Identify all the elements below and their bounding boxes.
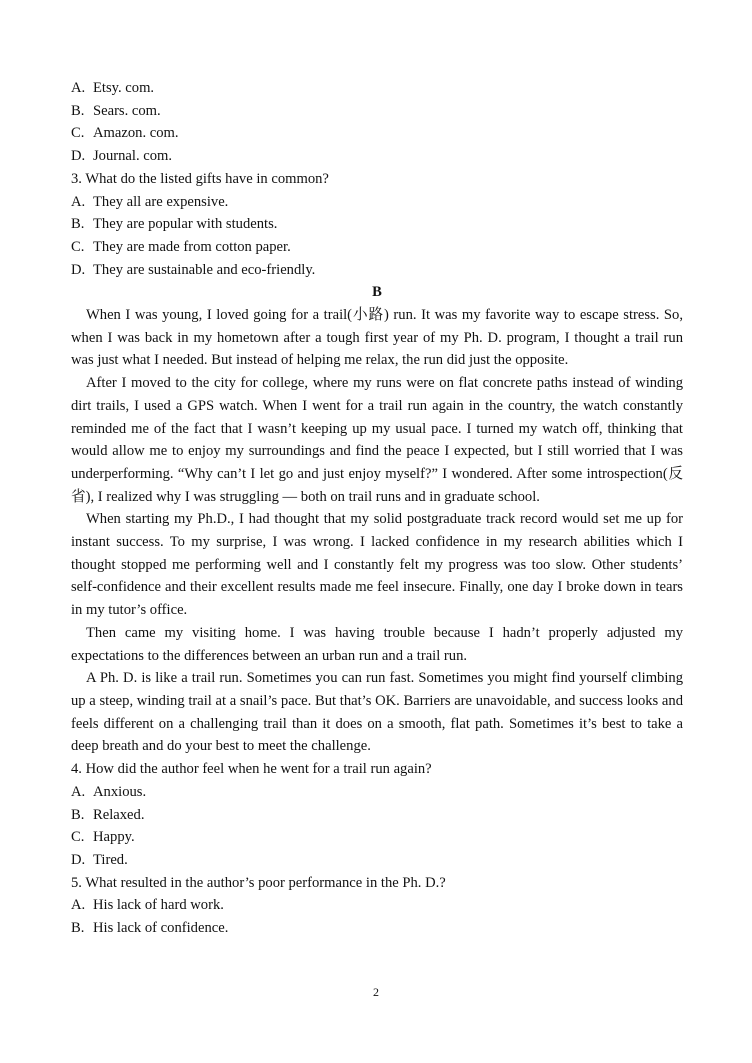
page-number: 2 — [373, 985, 379, 999]
option-letter: C. — [71, 238, 85, 255]
question-5 — [71, 872, 683, 940]
option-letter: B. — [71, 216, 85, 233]
question-text: 4. How did the author feel when he went for a trail run again? — [71, 761, 432, 778]
q2-option-a — [71, 77, 683, 100]
option-letter: D. — [71, 851, 86, 868]
option-text: Anxious. — [93, 783, 147, 800]
q2-option-b — [71, 100, 683, 123]
option-text: Happy. — [93, 829, 135, 846]
question-4 — [71, 758, 683, 872]
option-letter: B. — [71, 102, 85, 119]
option-letter: B. — [71, 920, 85, 937]
q4-option-b — [71, 804, 683, 827]
option-letter: D. — [71, 148, 86, 165]
option-text: They are made from cotton paper. — [93, 238, 291, 255]
option-text: They all are expensive. — [93, 193, 229, 210]
option-text: His lack of confidence. — [93, 920, 229, 937]
q2-option-d — [71, 145, 683, 168]
option-text: Relaxed. — [93, 806, 145, 823]
q2-option-c — [71, 122, 683, 145]
q5-option-b — [71, 917, 683, 940]
option-text: His lack of hard work. — [93, 897, 224, 914]
option-letter: B. — [71, 806, 85, 823]
q2-options — [71, 77, 683, 168]
q3-option-a — [71, 191, 683, 214]
option-letter: C. — [71, 829, 85, 846]
option-letter: A. — [71, 783, 86, 800]
option-text: They are popular with students. — [93, 216, 278, 233]
q3-option-c — [71, 236, 683, 259]
q3-option-b — [71, 213, 683, 236]
option-text: Amazon. com. — [93, 125, 179, 142]
question-3 — [71, 168, 683, 282]
q3-option-d — [71, 259, 683, 282]
section-b — [71, 281, 683, 758]
passage-paragraph: When I was young, I loved going for a trail(小路) run. It was my favorite way to escape stress. So, when I was back in my hometown after a tough first year of my Ph. D. program, I thought a trail run was just what I needed. But instead of helping me relax, the run did just the opposite. — [71, 307, 683, 369]
option-text: They are sustainable and eco-friendly. — [93, 261, 316, 278]
passage-paragraph: Then came my visiting home. I was having trouble because I hadn’t properly adjusted my expectations to the differences between an urban run and a trail run. — [71, 624, 683, 664]
option-text: Tired. — [93, 851, 128, 868]
option-letter: D. — [71, 261, 86, 278]
section-title: B — [372, 284, 382, 301]
q4-option-c — [71, 826, 683, 849]
passage-paragraph: A Ph. D. is like a trail run. Sometimes you can run fast. Sometimes you might find yourself climbing up a steep, winding trail at a snail’s pace. But that’s OK. Barriers are unavoidable, and success looks and feels different on a challenging trail than it does on a smooth, flat path. Sometimes it’s best to take a deep breath and do your best to meet the challenge. — [71, 670, 683, 755]
option-text: Sears. com. — [93, 102, 161, 119]
exam-page — [71, 77, 683, 940]
option-letter: A. — [71, 80, 86, 96]
option-letter: A. — [71, 897, 86, 914]
question-text: 5. What resulted in the author’s poor performance in the Ph. D.? — [71, 874, 446, 891]
passage-paragraph: When starting my Ph.D., I had thought that my solid postgraduate track record would set me up for instant success. To my surprise, I was wrong. I lacked confidence in my research abilities which I thought stopped me performing well and I constantly felt my progress was too slow. Other students’ self-confidence and their excellent results made me feel insecure. Finally, one day I broke down in tears in my tutor’s office. — [71, 511, 683, 619]
q4-option-d — [71, 849, 683, 872]
option-letter: A. — [71, 193, 86, 210]
option-text: Etsy. com. — [93, 80, 155, 96]
option-text: Journal. com. — [93, 148, 173, 165]
option-letter: C. — [71, 125, 85, 142]
passage-paragraph: After I moved to the city for college, where my runs were on flat concrete paths instead of winding dirt trails, I used a GPS watch. When I went for a trail run again in the country, the watch constantly reminded me of the fact that I wasn’t keeping up my usual pace. I turned my watch off, thinking that would allow me to enjoy my surroundings and find the peace I expected, but I still worried that I was underperforming. “Why can’t I let go and just enjoy myself?” I wondered. After some introspection(反省), I realized why I was struggling — both on trail runs and in graduate school. — [71, 375, 683, 505]
q4-option-a — [71, 781, 683, 804]
q5-option-a — [71, 894, 683, 917]
question-text: 3. What do the listed gifts have in common? — [71, 170, 329, 187]
